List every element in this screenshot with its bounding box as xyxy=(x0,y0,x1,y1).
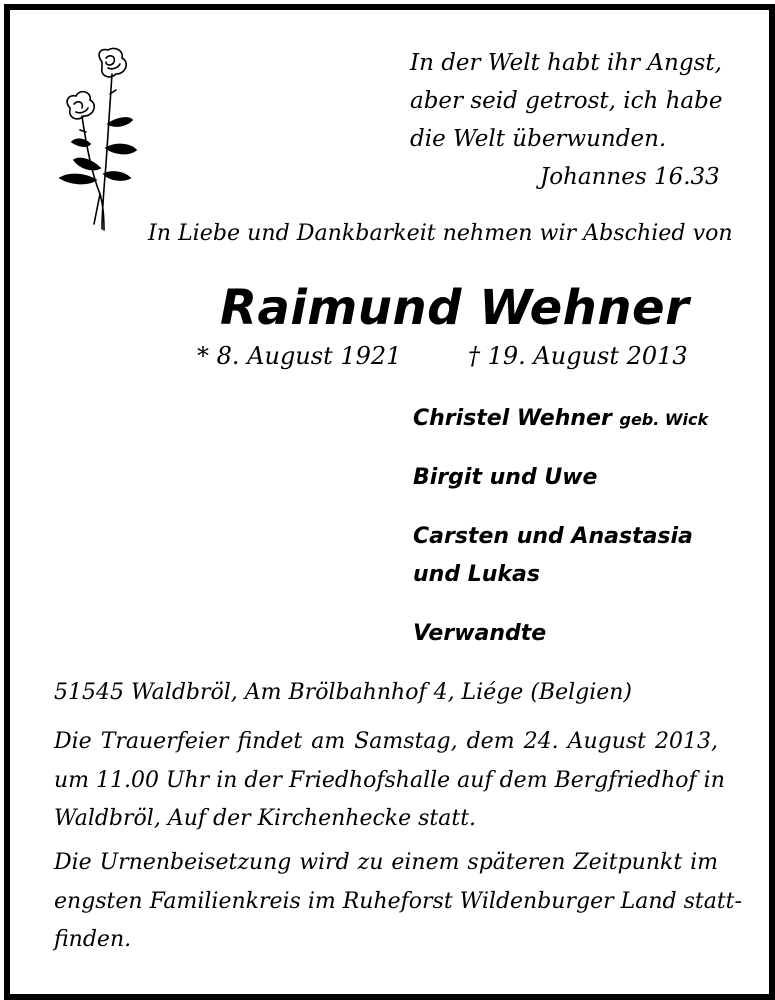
verse-reference: Johannes 16.33 xyxy=(540,164,720,190)
mourner-2: Birgit und Uwe xyxy=(413,465,598,490)
verse-line-1: In der Welt habt ihr Angst, xyxy=(410,50,722,76)
service-line-2: um 11.00 Uhr in der Friedhofshalle auf dem Bergfriedhof in xyxy=(54,768,725,793)
service-line-3: Waldbröl, Auf der Kirchenhecke statt. xyxy=(54,806,477,831)
rose-illustration xyxy=(50,44,150,234)
deceased-name: Raimund Wehner xyxy=(220,280,690,336)
verse-line-3: die Welt überwunden. xyxy=(410,126,667,152)
mourner-1-name: Christel Wehner xyxy=(413,406,612,431)
mourner-3-line-2: und Lukas xyxy=(413,562,540,587)
address: 51545 Waldbröl, Am Brölbahnhof 4, Liége (Belgien) xyxy=(54,680,633,705)
burial-line-2: engsten Familienkreis im Ruheforst Wildenburger Land statt- xyxy=(54,889,742,914)
death-date: † 19. August 2013 xyxy=(468,342,688,370)
burial-line-1: Die Urnenbeisetzung wird zu einem späteren Zeitpunkt im xyxy=(54,850,718,875)
birth-date: * 8. August 1921 xyxy=(197,342,402,370)
mourner-1 xyxy=(413,408,708,430)
mourner-4: Verwandte xyxy=(413,621,547,646)
burial-line-3: finden. xyxy=(54,927,132,952)
intro-text: In Liebe und Dankbarkeit nehmen wir Abschied von xyxy=(148,220,733,246)
verse-line-2: aber seid getrost, ich habe xyxy=(410,88,723,114)
service-line-1: Die Trauerfeier findet am Samstag, dem 24. August 2013, xyxy=(54,729,718,754)
mourner-3-line-1: Carsten und Anastasia xyxy=(413,524,693,549)
mourner-1-note: geb. Wick xyxy=(619,410,709,429)
